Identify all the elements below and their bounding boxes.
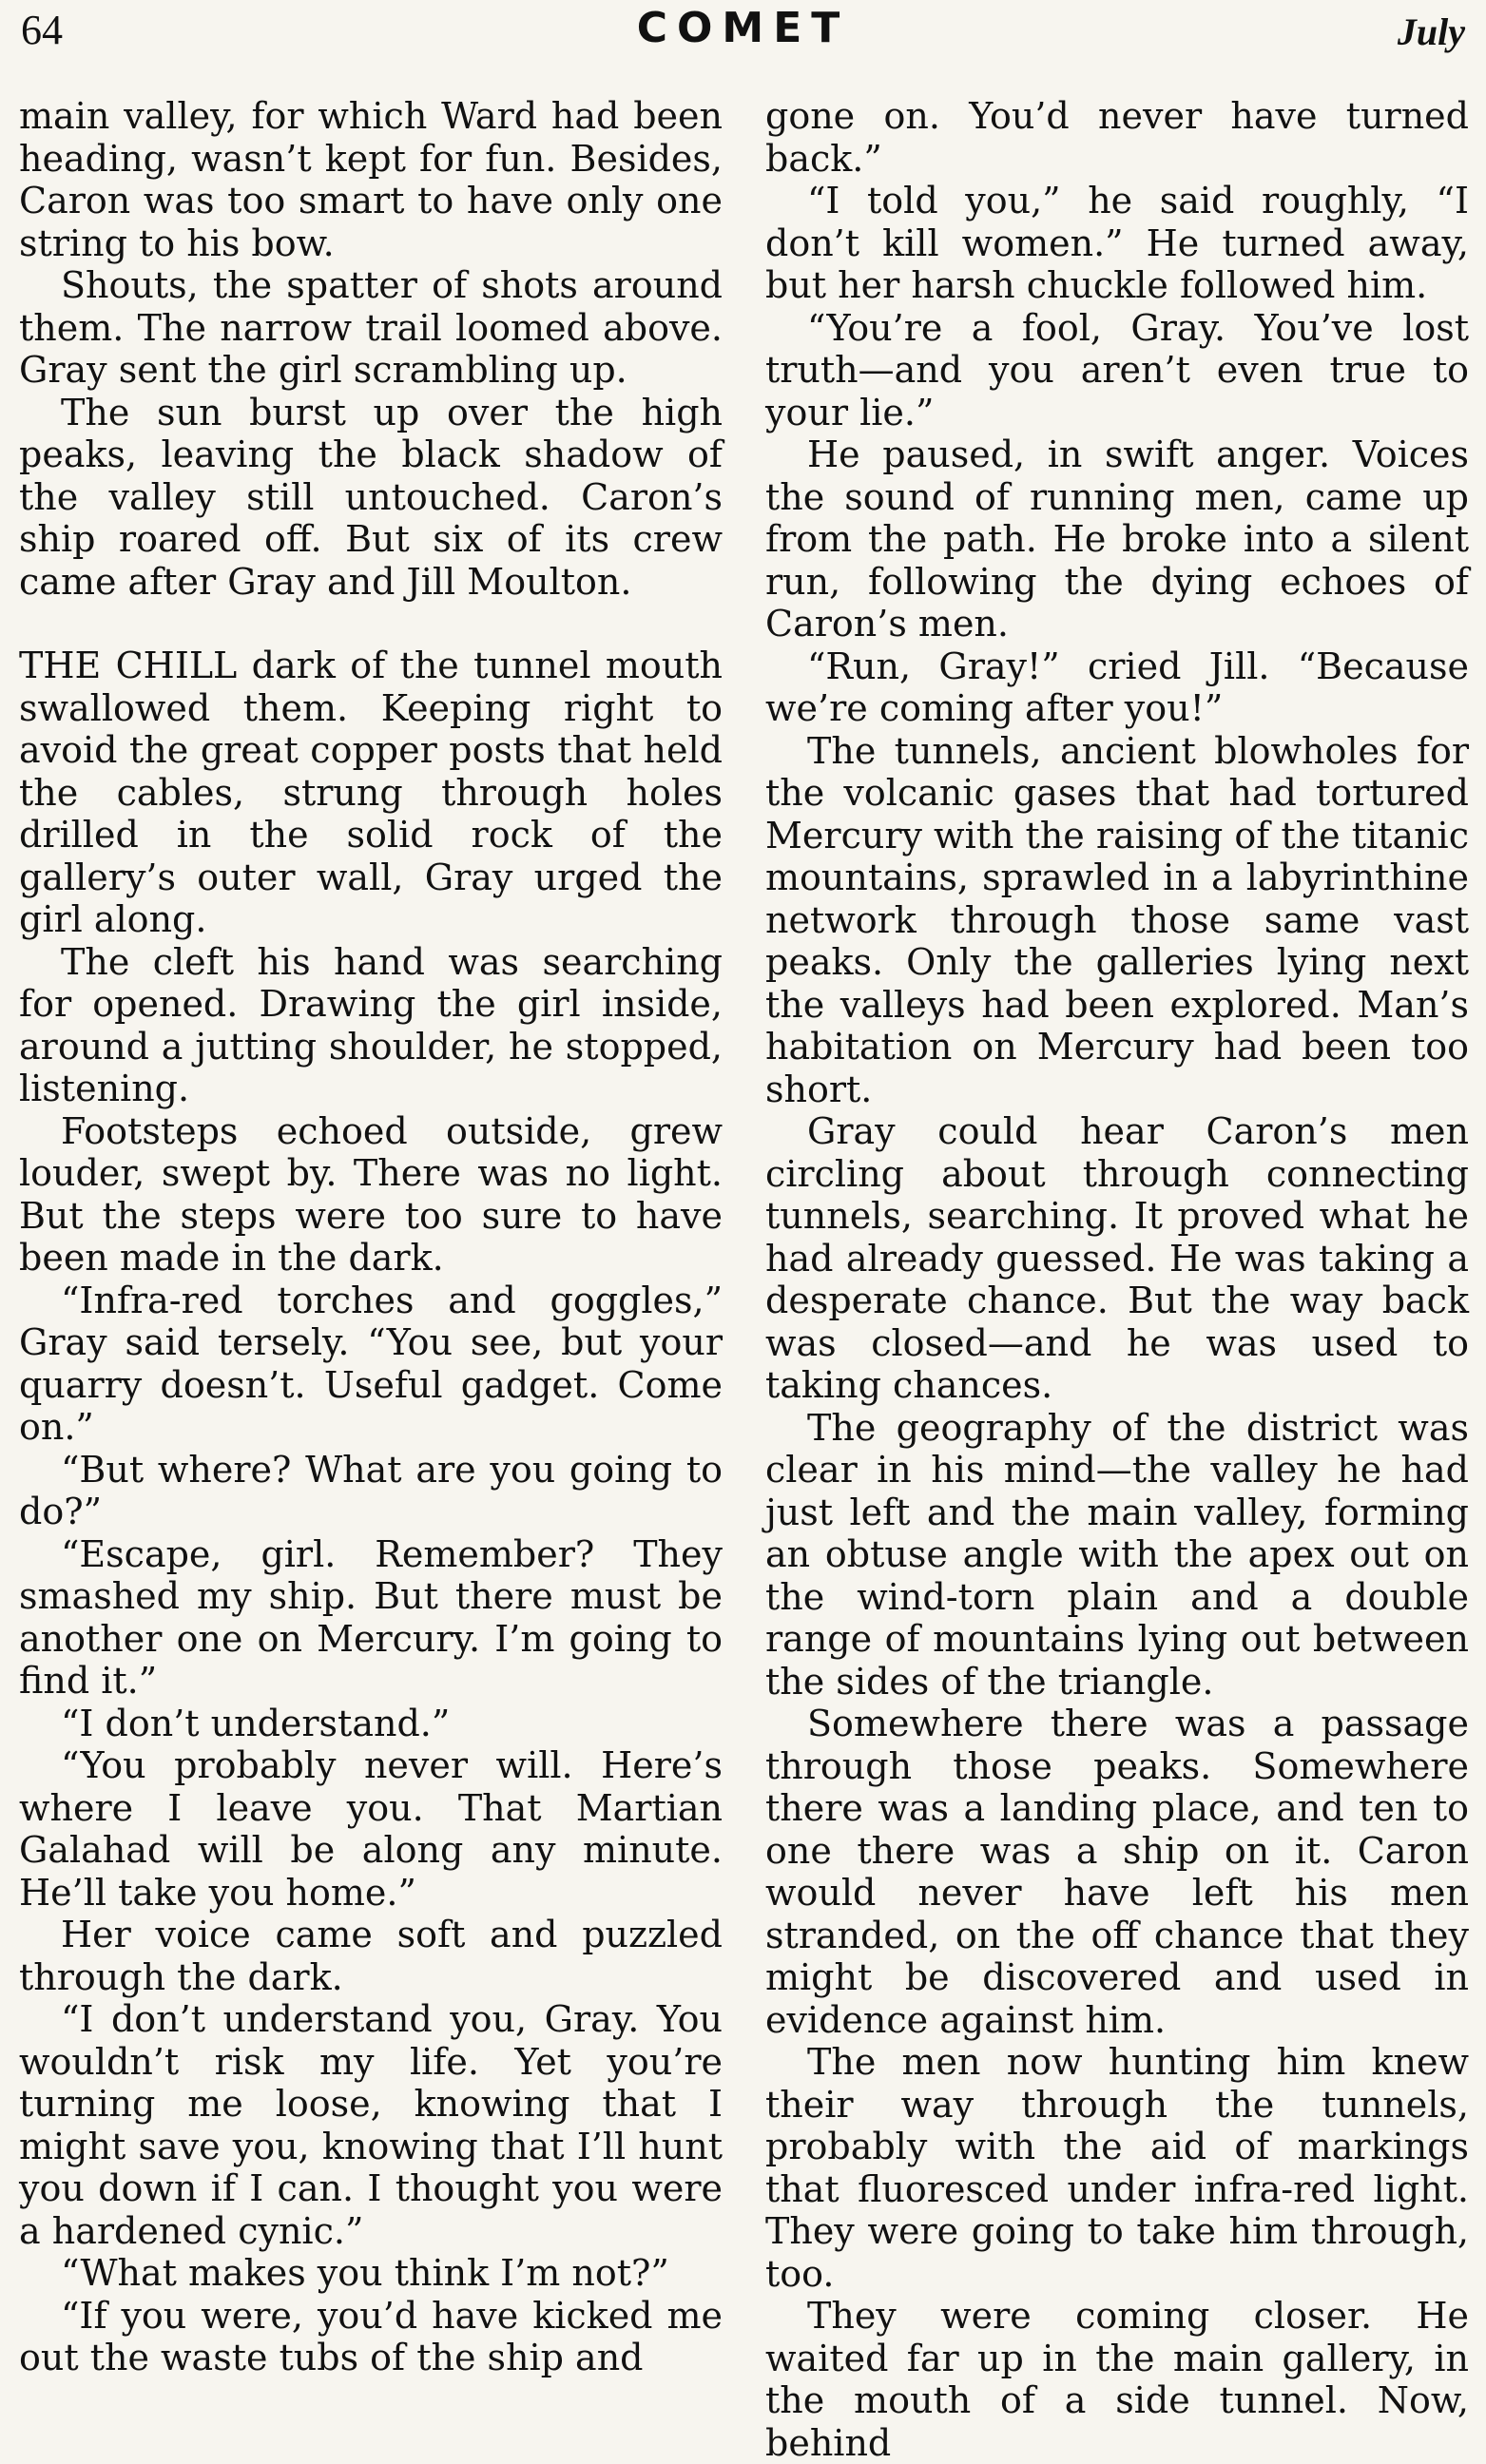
- paragraph: The geography of the district was clear in his mind—the valley he had just left and the main valley, forming an obtuse angle with the apex out on the wind-torn plain and a double range of mountains lying out between the sides of the triangle.: [765, 1406, 1469, 1703]
- paragraph: The cleft his hand was searching for opened. Drawing the girl inside, around a jutting shoulder, he stopped, listening.: [19, 940, 723, 1109]
- paragraph: “I don’t understand you, Gray. You wouldn’t risk my life. Yet you’re turning me loose, knowing that I might save you, knowing that I’ll hunt you down if I can. I thought you were a hardened cynic.”: [19, 1998, 723, 2252]
- paragraph: Gray could hear Caron’s men circling about through connecting tunnels, searching. It proved what he had already guessed. He was taking a desperate chance. But the way back was closed—and he was used to taking chances.: [765, 1110, 1469, 1406]
- magazine-title: COMET: [636, 4, 850, 52]
- paragraph: “Run, Gray!” cried Jill. “Because we’re coming after you!”: [765, 645, 1469, 729]
- paragraph: They were coming closer. He waited far up in the main gallery, in the mouth of a side tunnel. Now, behind: [765, 2295, 1469, 2464]
- paragraph: “You probably never will. Here’s where I leave you. That Martian Galahad will be along any minute. He’ll take you home.”: [19, 1744, 723, 1914]
- paragraph: The men now hunting him knew their way through the tunnels, probably with the aid of markings that fluoresced under infra-red light. They were going to take him through, too.: [765, 2041, 1469, 2295]
- section-paragraph: THE CHILL dark of the tunnel mouth swallowed them. Keeping right to avoid the great copper posts that held the cables, strung through holes drilled in the solid rock of the gallery’s outer wall, Gray urged the girl along.: [19, 645, 723, 940]
- page-number: 64: [21, 7, 63, 53]
- right-column: [765, 95, 1469, 2464]
- paragraph: Shouts, the spatter of shots around them. The narrow trail loomed above. Gray sent the girl scrambling up.: [19, 264, 723, 391]
- paragraph: “I told you,” he said roughly, “I don’t kill women.” He turned away, but her harsh chuckle followed him.: [765, 180, 1469, 306]
- paragraph: “I don’t understand.”: [61, 1702, 451, 1744]
- paragraph: The tunnels, ancient blowholes for the volcanic gases that had tortured Mercury with the raising of the titanic mountains, sprawled in a labyrinthine network through those same vast peaks. Only the galleries lying next the valleys had been explored. Man’s habitation on Mercury had been too short.: [765, 729, 1469, 1110]
- page-header: [0, 0, 1486, 76]
- paragraph: Her voice came soft and puzzled through the dark.: [19, 1914, 723, 1998]
- paragraph: He paused, in swift anger. Voices the sound of running men, came up from the path. He broke into a silent run, following the dying echoes of Caron’s men.: [765, 433, 1469, 645]
- paragraph: Footsteps echoed outside, grew louder, swept by. There was no light. But the steps were too sure to have been made in the dark.: [19, 1109, 723, 1279]
- paragraph: “But where? What are you going to do?”: [19, 1448, 723, 1532]
- issue-month: July: [1397, 10, 1465, 53]
- paragraph: “Infra-red torches and goggles,” Gray said tersely. “You see, but your quarry doesn’t. Useful gadget. Come on.”: [19, 1279, 723, 1448]
- paragraph: Somewhere there was a passage through those peaks. Somewhere there was a landing place, and ten to one there was a ship on it. Caron would never have left his men stranded, on the off chance that they might be discovered and used in evidence against him.: [765, 1703, 1469, 2041]
- paragraph: “You’re a fool, Gray. You’ve lost truth—and you aren’t even true to your lie.”: [765, 306, 1469, 433]
- paragraph: “Escape, girl. Remember? They smashed my ship. But there must be another one on Mercury. I’m going to find it.”: [19, 1532, 723, 1702]
- paragraph: gone on. You’d never have turned back.”: [765, 95, 1469, 180]
- paragraph: The sun burst up over the high peaks, leaving the black shadow of the valley still untouched. Caron’s ship roared off. But six of its crew came after Gray and Jill Moulton.: [19, 391, 723, 603]
- left-column: [19, 95, 723, 2415]
- paragraph: main valley, for which Ward had been heading, wasn’t kept for fun. Besides, Caron was too smart to have only one string to his bow.: [19, 95, 723, 264]
- paragraph: “If you were, you’d have kicked me out the waste tubs of the ship and: [19, 2294, 723, 2378]
- paragraph: “What makes you think I’m not?”: [61, 2252, 669, 2294]
